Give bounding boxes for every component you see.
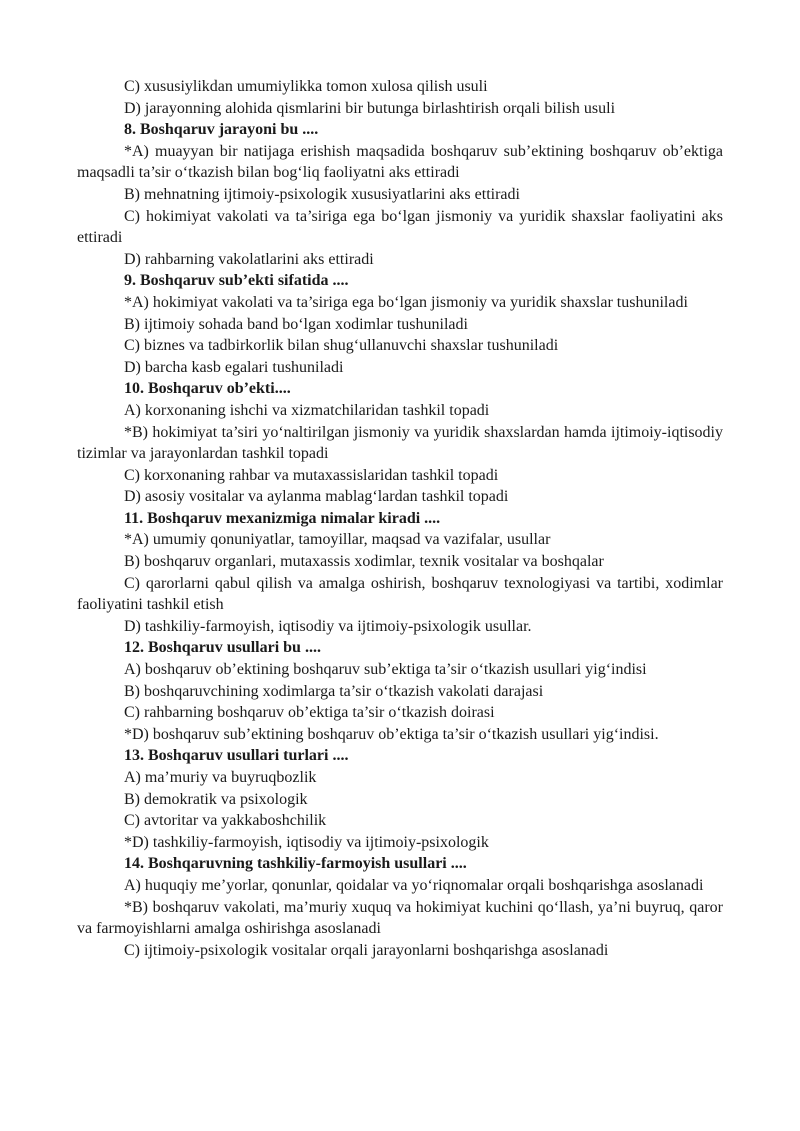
answer-option: C) qarorlarni qabul qilish va amalga oshirish, boshqaruv texnologiyasi va tartibi, xodimlar faoliyatini tashkil etish <box>77 574 723 614</box>
answer-option: *D) boshqaruv sub’ektining boshqaruv ob’ektiga ta’sir o‘tkazish usullari yig‘indisi. <box>124 725 659 743</box>
answer-option: D) asosiy vositalar va aylanma mablag‘lardan tashkil topadi <box>124 488 509 506</box>
answer-option: C) biznes va tadbirkorlik bilan shug‘ullanuvchi shaxslar tushuniladi <box>124 337 559 355</box>
answer-option: D) barcha kasb egalari tushuniladi <box>124 358 344 376</box>
answer-option: *A) muayyan bir natijaga erishish maqsadida boshqaruv sub’ektining boshqaruv ob’ektiga maqsadli ta’sir o‘tkazish bilan bog‘liq faoliyatni aks ettiradi <box>77 142 723 182</box>
answer-option: C) rahbarning boshqaruv ob’ektiga ta’sir o‘tkazish doirasi <box>124 704 495 722</box>
answer-option: *B) hokimiyat ta’siri yo‘naltirilgan jismoniy va yuridik shaxslardan hamda ijtimoiy-iqtisodiy tizimlar va jarayonlardan tashkil topadi <box>77 423 723 463</box>
question-heading: 12. Boshqaruv usullari bu .... <box>124 639 321 657</box>
question-heading: 10. Boshqaruv ob’ekti.... <box>124 380 291 398</box>
answer-option: A) korxonaning ishchi va xizmatchilaridan tashkil topadi <box>124 401 490 419</box>
answer-option: *D) tashkiliy-farmoyish, iqtisodiy va ijtimoiy-psixologik <box>124 833 489 851</box>
answer-option: C) avtoritar va yakkaboshchilik <box>124 812 327 830</box>
answer-option: C) korxonaning rahbar va mutaxassislaridan tashkil topadi <box>124 466 499 484</box>
answer-option: B) boshqaruvchining xodimlarga ta’sir o‘tkazish vakolati darajasi <box>124 682 544 700</box>
answer-option: C) ijtimoiy-psixologik vositalar orqali jarayonlarni boshqarishga asoslanadi <box>124 941 609 959</box>
answer-option: B) ijtimoiy sohada band bo‘lgan xodimlar tushuniladi <box>124 315 468 333</box>
answer-option: *A) hokimiyat vakolati va ta’siriga ega bo‘lgan jismoniy va yuridik shaxslar tushuniladi <box>124 293 688 311</box>
answer-option: D) rahbarning vakolatlarini aks ettiradi <box>124 250 374 268</box>
answer-option: A) huquqiy me’yorlar, qonunlar, qoidalar va yo‘riqnomalar orqali boshqarishga asoslanadi <box>124 876 704 894</box>
answer-option: D) jarayonning alohida qismlarini bir butunga birlashtirish orqali bilish usuli <box>124 99 616 117</box>
question-heading: 13. Boshqaruv usullari turlari .... <box>124 747 349 765</box>
question-heading: 14. Boshqaruvning tashkiliy-farmoyish usullari .... <box>124 855 467 873</box>
answer-option: *A) umumiy qonuniyatlar, tamoyillar, maqsad va vazifalar, usullar <box>124 531 551 549</box>
document-page <box>77 76 723 961</box>
question-heading: 9. Boshqaruv sub’ekti sifatida .... <box>124 272 349 290</box>
answer-option: *B) boshqaruv vakolati, ma’muriy xuquq va hokimiyat kuchini qo‘llash, ya’ni buyruq, qaror va farmoyishlarni amalga oshirishga asoslanadi <box>77 898 723 938</box>
answer-option: B) demokratik va psixologik <box>124 790 308 808</box>
question-heading: 8. Boshqaruv jarayoni bu .... <box>124 121 319 139</box>
question-heading: 11. Boshqaruv mexanizmiga nimalar kiradi .... <box>124 509 441 527</box>
answer-option: B) mehnatning ijtimoiy-psixologik xususiyatlarini aks ettiradi <box>124 185 520 203</box>
answer-option: C) hokimiyat vakolati va ta’siriga ega bo‘lgan jismoniy va yuridik shaxslar faoliyatini aks ettiradi <box>77 207 723 247</box>
answer-option: C) xususiylikdan umumiylikka tomon xulosa qilish usuli <box>124 78 488 95</box>
answer-option: A) ma’muriy va buyruqbozlik <box>124 769 317 786</box>
answer-option: B) boshqaruv organlari, mutaxassis xodimlar, texnik vositalar va boshqalar <box>124 553 604 571</box>
answer-option: D) tashkiliy-farmoyish, iqtisodiy va ijtimoiy-psixologik usullar. <box>124 617 532 635</box>
answer-option: A) boshqaruv ob’ektining boshqaruv sub’ektiga ta’sir o‘tkazish usullari yig‘indisi <box>124 661 647 679</box>
